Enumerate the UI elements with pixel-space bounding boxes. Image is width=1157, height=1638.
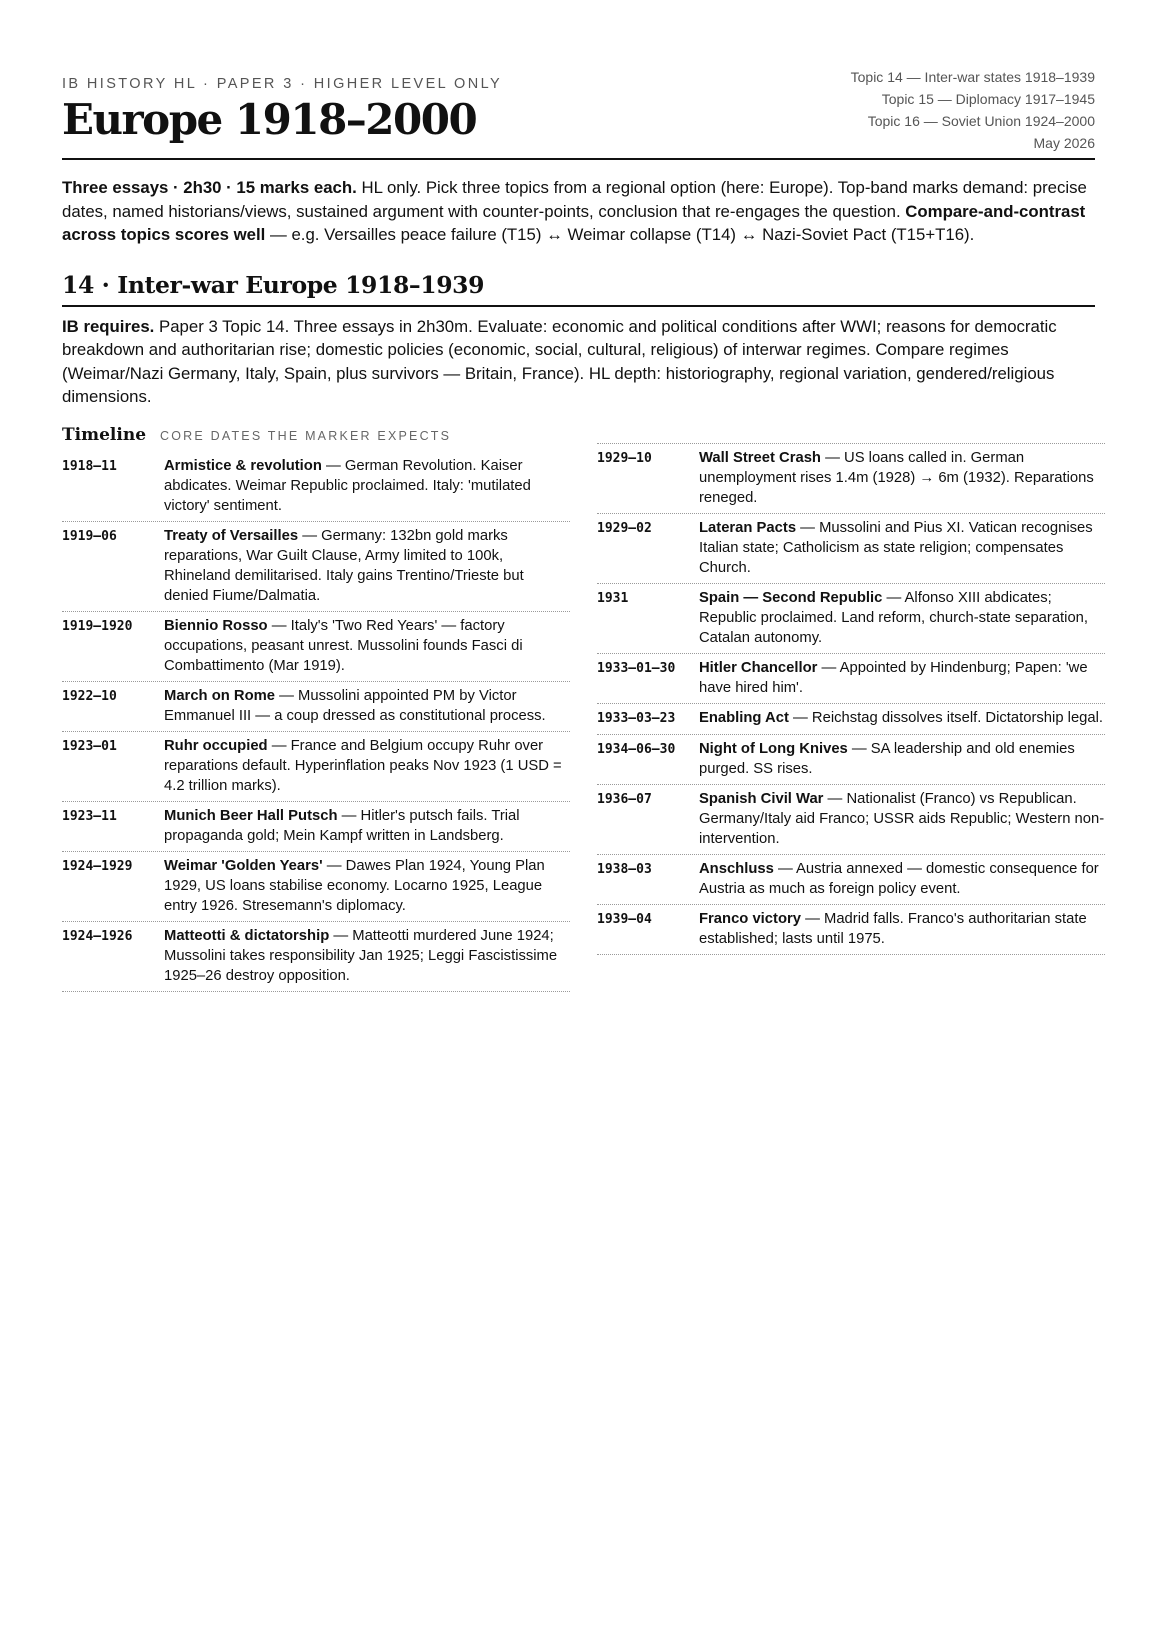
entry-body — [164, 686, 570, 726]
entry-date: 1924–1929 — [62, 858, 133, 874]
timeline-entry — [62, 452, 570, 522]
ib-requirements — [62, 315, 1095, 409]
entry-body — [699, 739, 1105, 779]
entry-body — [164, 526, 570, 606]
entry-text: — Hitler's putsch fails. Trial propaganda gold; Mein Kampf written in Landsberg. — [164, 807, 520, 844]
timeline-entry — [597, 855, 1105, 905]
entry-text: — Italy's 'Two Red Years' — factory occupations, peasant unrest. Mussolini founds Fasci di Combattimento (Mar 1919). — [164, 617, 523, 674]
timeline-entry — [597, 785, 1105, 855]
entry-title: Enabling Act — [699, 709, 789, 726]
entry-date: 1933–01–30 — [597, 660, 676, 676]
entry-date: 1918–11 — [62, 458, 117, 474]
entry-text: — France and Belgium occupy Ruhr over reparations default. Hyperinflation peaks Nov 1923 (1 USD = 4.2 trillion marks). — [164, 737, 562, 794]
meta-topic-16: Topic 16 — Soviet Union 1924–2000 — [867, 113, 1095, 129]
entry-title: Hitler Chancellor — [699, 659, 818, 676]
page-header — [62, 62, 1095, 160]
entry-title: Spain — Second Republic — [699, 589, 883, 606]
entry-date: 1929–02 — [597, 520, 652, 536]
entry-text: — US loans called in. German unemployment rises 1.4m (1928) → 6m (1932). Reparations reneged. — [699, 449, 1094, 506]
exam-intro — [62, 176, 1095, 247]
timeline-entry — [62, 682, 570, 732]
timeline-subheading: CORE DATES THE MARKER EXPECTS — [160, 428, 452, 443]
entry-text: — Mussolini appointed PM by Victor Emmanuel III — a coup dressed as constitutional process. — [164, 687, 546, 724]
entry-text: — Appointed by Hindenburg; Papen: 'we have hired him'. — [699, 659, 1088, 696]
entry-title: Wall Street Crash — [699, 449, 821, 466]
intro-lead: Three essays · 2h30 · 15 marks each. — [62, 178, 357, 197]
entry-date: 1938–03 — [597, 861, 652, 877]
entry-title: Treaty of Versailles — [164, 527, 299, 544]
entry-title: Ruhr occupied — [164, 737, 268, 754]
entry-text: — SA leadership and old enemies purged. SS rises. — [699, 740, 1075, 777]
entry-date: 1939–04 — [597, 911, 652, 927]
entry-title: Anschluss — [699, 860, 774, 877]
timeline-entry — [597, 905, 1105, 955]
page-title: Europe 1918–2000 — [62, 95, 477, 144]
entry-date: 1923–01 — [62, 738, 117, 754]
entry-body — [164, 806, 570, 846]
entry-title: Franco victory — [699, 910, 801, 927]
entry-text: — Reichstag dissolves itself. Dictatorship legal. — [788, 709, 1104, 726]
entry-title: Armistice & revolution — [164, 457, 322, 474]
entry-date: 1933–03–23 — [597, 710, 676, 726]
timeline-entry — [597, 514, 1105, 584]
entry-body — [699, 859, 1105, 899]
meta-topic-15: Topic 15 — Diplomacy 1917–1945 — [881, 91, 1095, 107]
req-text: Paper 3 Topic 14. Three essays in 2h30m. Evaluate: economic and political conditions after WWI; reasons for democratic breakdown and authoritarian rise; domestic policies (economic, social, cultural, religious) of interwar regimes. Compare regimes (Weimar/Nazi Germany, Italy, Spain, plus survivors — Britain, France). HL depth: historiography, regional variation, gendered/religious dimensions. — [62, 316, 1057, 406]
entry-body — [164, 926, 570, 986]
timeline-heading: Timeline — [62, 424, 147, 445]
timeline-column-left — [62, 425, 570, 992]
entry-text: — Madrid falls. Franco's authoritarian state established; lasts until 1975. — [699, 910, 1087, 947]
entry-text: — Austria annexed — domestic consequence for Austria as much as foreign policy event. — [699, 860, 1099, 897]
entry-date: 1923–11 — [62, 808, 117, 824]
entry-text: — Matteotti murdered June 1924; Mussolini takes responsibility Jan 1925; Leggi Fascistissime 1925–26 destroy opposition. — [164, 927, 558, 984]
entry-text: — German Revolution. Kaiser abdicates. Weimar Republic proclaimed. Italy: 'mutilated victory' sentiment. — [164, 457, 531, 514]
entry-date: 1936–07 — [597, 791, 652, 807]
entry-date: 1919–1920 — [62, 618, 133, 634]
entry-body — [164, 456, 570, 516]
entry-body — [164, 616, 570, 676]
entry-date: 1924–1926 — [62, 928, 133, 944]
timeline-entry — [62, 852, 570, 922]
entry-body — [699, 658, 1105, 698]
entry-text: — Nationalist (Franco) vs Republican. Germany/Italy aid Franco; USSR aids Republic; Western non-intervention. — [699, 790, 1105, 847]
entry-body — [699, 448, 1105, 508]
timeline-entry — [62, 732, 570, 802]
entry-body — [699, 708, 1105, 729]
timeline-entry — [62, 802, 570, 852]
meta-session: May 2026 — [1033, 135, 1095, 151]
timeline-entry — [62, 922, 570, 992]
req-lead: IB requires. — [62, 316, 155, 336]
entry-title: Weimar 'Golden Years' — [164, 857, 323, 874]
entry-text: — Germany: 132bn gold marks reparations, War Guilt Clause, Army limited to 100k, Rhineland demilitarised. Italy gains Trentino/Trieste but denied Fiume/Dalmatia. — [164, 527, 524, 604]
entry-body — [164, 736, 570, 796]
entry-title: Biennio Rosso — [164, 617, 268, 634]
timeline-entry — [62, 612, 570, 682]
timeline-entry — [597, 443, 1105, 514]
meta-topic-14: Topic 14 — Inter-war states 1918–1939 — [850, 69, 1095, 85]
entry-body — [699, 789, 1105, 849]
timeline-entry — [597, 584, 1105, 654]
intro-text-2: — e.g. Versailles peace failure (T15) ↔ Weimar collapse (T14) ↔ Nazi-Soviet Pact (T15+T16). — [265, 225, 975, 244]
entry-text: — Mussolini and Pius XI. Vatican recognises Italian state; Catholicism as state religion; compensates Church. — [699, 519, 1093, 576]
topic-meta — [851, 66, 1095, 154]
course-kicker: IB HISTORY HL · PAPER 3 · HIGHER LEVEL ONLY — [62, 76, 503, 92]
entry-date: 1919–06 — [62, 528, 117, 544]
timeline-entry — [597, 654, 1105, 704]
entry-body — [699, 588, 1105, 648]
timeline-entry — [62, 522, 570, 612]
entry-title: Night of Long Knives — [699, 740, 848, 757]
entry-title: March on Rome — [164, 687, 275, 704]
entry-date: 1931 — [597, 590, 629, 606]
entry-title: Matteotti & dictatorship — [164, 927, 330, 944]
entry-body — [164, 856, 570, 916]
timeline-column-right — [597, 443, 1105, 955]
entry-title: Munich Beer Hall Putsch — [164, 807, 338, 824]
intro-lead-2: Compare-and-contrast across topics scores well — [62, 201, 1086, 244]
timeline-entry — [597, 704, 1105, 735]
entry-body — [699, 518, 1105, 578]
entry-date: 1934–06–30 — [597, 741, 676, 757]
timeline-header — [62, 425, 570, 447]
entry-text: — Alfonso XIII abdicates; Republic proclaimed. Land reform, church-state separation, Catalan autonomy. — [699, 589, 1089, 646]
entry-body — [699, 909, 1105, 949]
timeline-entry — [597, 735, 1105, 785]
intro-text-1: HL only. Pick three topics from a regional option (here: Europe). Top-band marks demand: precise dates, named historians/views, sustained argument with counter-points, conclusion that re-engages the question. — [62, 178, 1087, 221]
entry-date: 1922–10 — [62, 688, 117, 704]
entry-text: — Dawes Plan 1924, Young Plan 1929, US loans stabilise economy. Locarno 1925, League entry 1926. Stresemann's diplomacy. — [164, 857, 545, 914]
section-title: 14 · Inter-war Europe 1918–1939 — [62, 269, 1095, 307]
entry-date: 1929–10 — [597, 450, 652, 466]
entry-title: Lateran Pacts — [699, 519, 797, 536]
entry-title: Spanish Civil War — [699, 790, 824, 807]
